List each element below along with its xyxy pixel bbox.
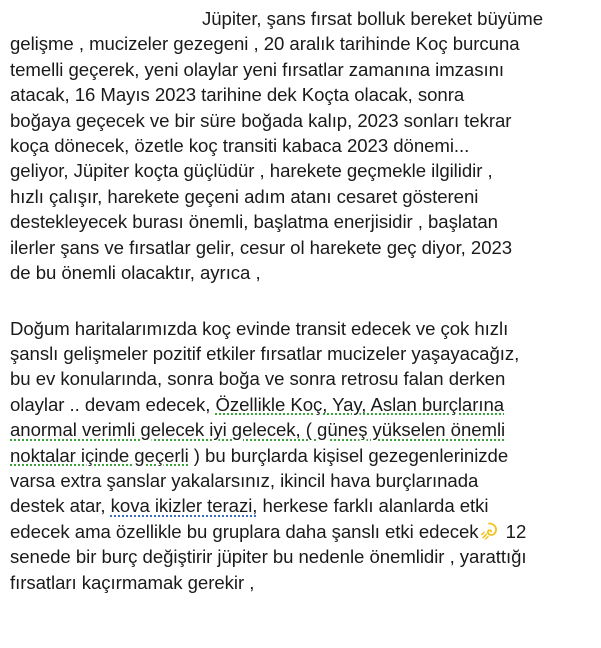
spellcheck-highlight[interactable]: kova ikizler terazi,	[110, 495, 258, 517]
text-line: koça dönecek, özetle koç transiti kabaca 2023 dönemi...	[10, 134, 470, 156]
text-line: varsa extra şanslar yakalarsınız, ikincil hava burçlarınada	[10, 470, 479, 492]
text-line: geliyor, Jüpiter koçta güçlüdür , harekete geçmekle ilgilidir ,	[10, 160, 493, 182]
text-line	[10, 519, 600, 544]
text-line	[10, 443, 600, 468]
text-segment: edecek ama özellikle bu gruplara daha şanslı etki edecek	[10, 520, 479, 542]
text-line: şanslı gelişmeler pozitif etkiler fırsatlar mucizeler yaşayacağız,	[10, 343, 520, 365]
text-line: atacak, 16 Mayıs 2023 tarihine dek Koçta olacak, sonra	[10, 84, 465, 106]
spellcheck-highlight[interactable]: noktalar içinde geçerli	[10, 444, 189, 466]
text-line: ilerler şans ve fırsatlar gelir, cesur ol harekete geç diyor, 2023	[10, 236, 513, 258]
text-line: temelli geçerek, yeni olaylar yeni fırsatlar zamanına imzasını	[10, 58, 504, 80]
text-segment: olaylar .. devam edecek,	[10, 393, 216, 415]
post-body	[10, 6, 600, 595]
text-line: Doğum haritalarımızda koç evinde transit edecek ve çok hızlı	[10, 317, 509, 339]
spellcheck-highlight[interactable]: anormal verimli gelecek iyi gelecek, ( güneş yükselen önemli	[10, 419, 506, 441]
text-segment: ) bu burçlarda kişisel gezegenlerinizde	[188, 444, 509, 466]
text-line	[10, 493, 600, 518]
text-line: de bu önemli olacaktır, ayrıca ,	[10, 261, 261, 283]
text-line: fırsatları kaçırmamak gerekir ,	[10, 571, 255, 593]
dizzy-emoji-icon	[480, 521, 498, 539]
text-line: boğaya geçecek ve bir süre boğada kalıp, 2023 sonları tekrar	[10, 109, 512, 131]
text-segment: 12	[500, 520, 527, 542]
text-line: senede bir burç değiştirir jüpiter bu nedenle önemlidir , yarattığı	[10, 546, 527, 568]
paragraph-break	[10, 285, 600, 310]
paragraph-2	[10, 316, 600, 595]
paragraph-1	[10, 6, 600, 285]
text-line: hızlı çalışır, harekete geçeni adım atanı cesaret göstereni	[10, 185, 479, 207]
text-line	[10, 417, 600, 442]
text-segment: destek atar,	[10, 495, 111, 517]
text-segment: herkese farklı alanlarda etki	[257, 495, 489, 517]
text-line: Jüpiter, şans fırsat bolluk bereket büyüme	[202, 8, 544, 29]
text-line: bu ev konularında, sonra boğa ve sonra retrosu falan derken	[10, 368, 506, 390]
text-line: gelişme , mucizeler gezegeni , 20 aralık tarihinde Koç burcuna	[10, 33, 520, 55]
spellcheck-highlight[interactable]: Özellikle Koç, Yay, Aslan burçlarına	[215, 393, 505, 415]
text-line	[10, 392, 600, 417]
text-line: destekleyecek burası önemli, başlatma enerjisidir , başlatan	[10, 211, 498, 233]
